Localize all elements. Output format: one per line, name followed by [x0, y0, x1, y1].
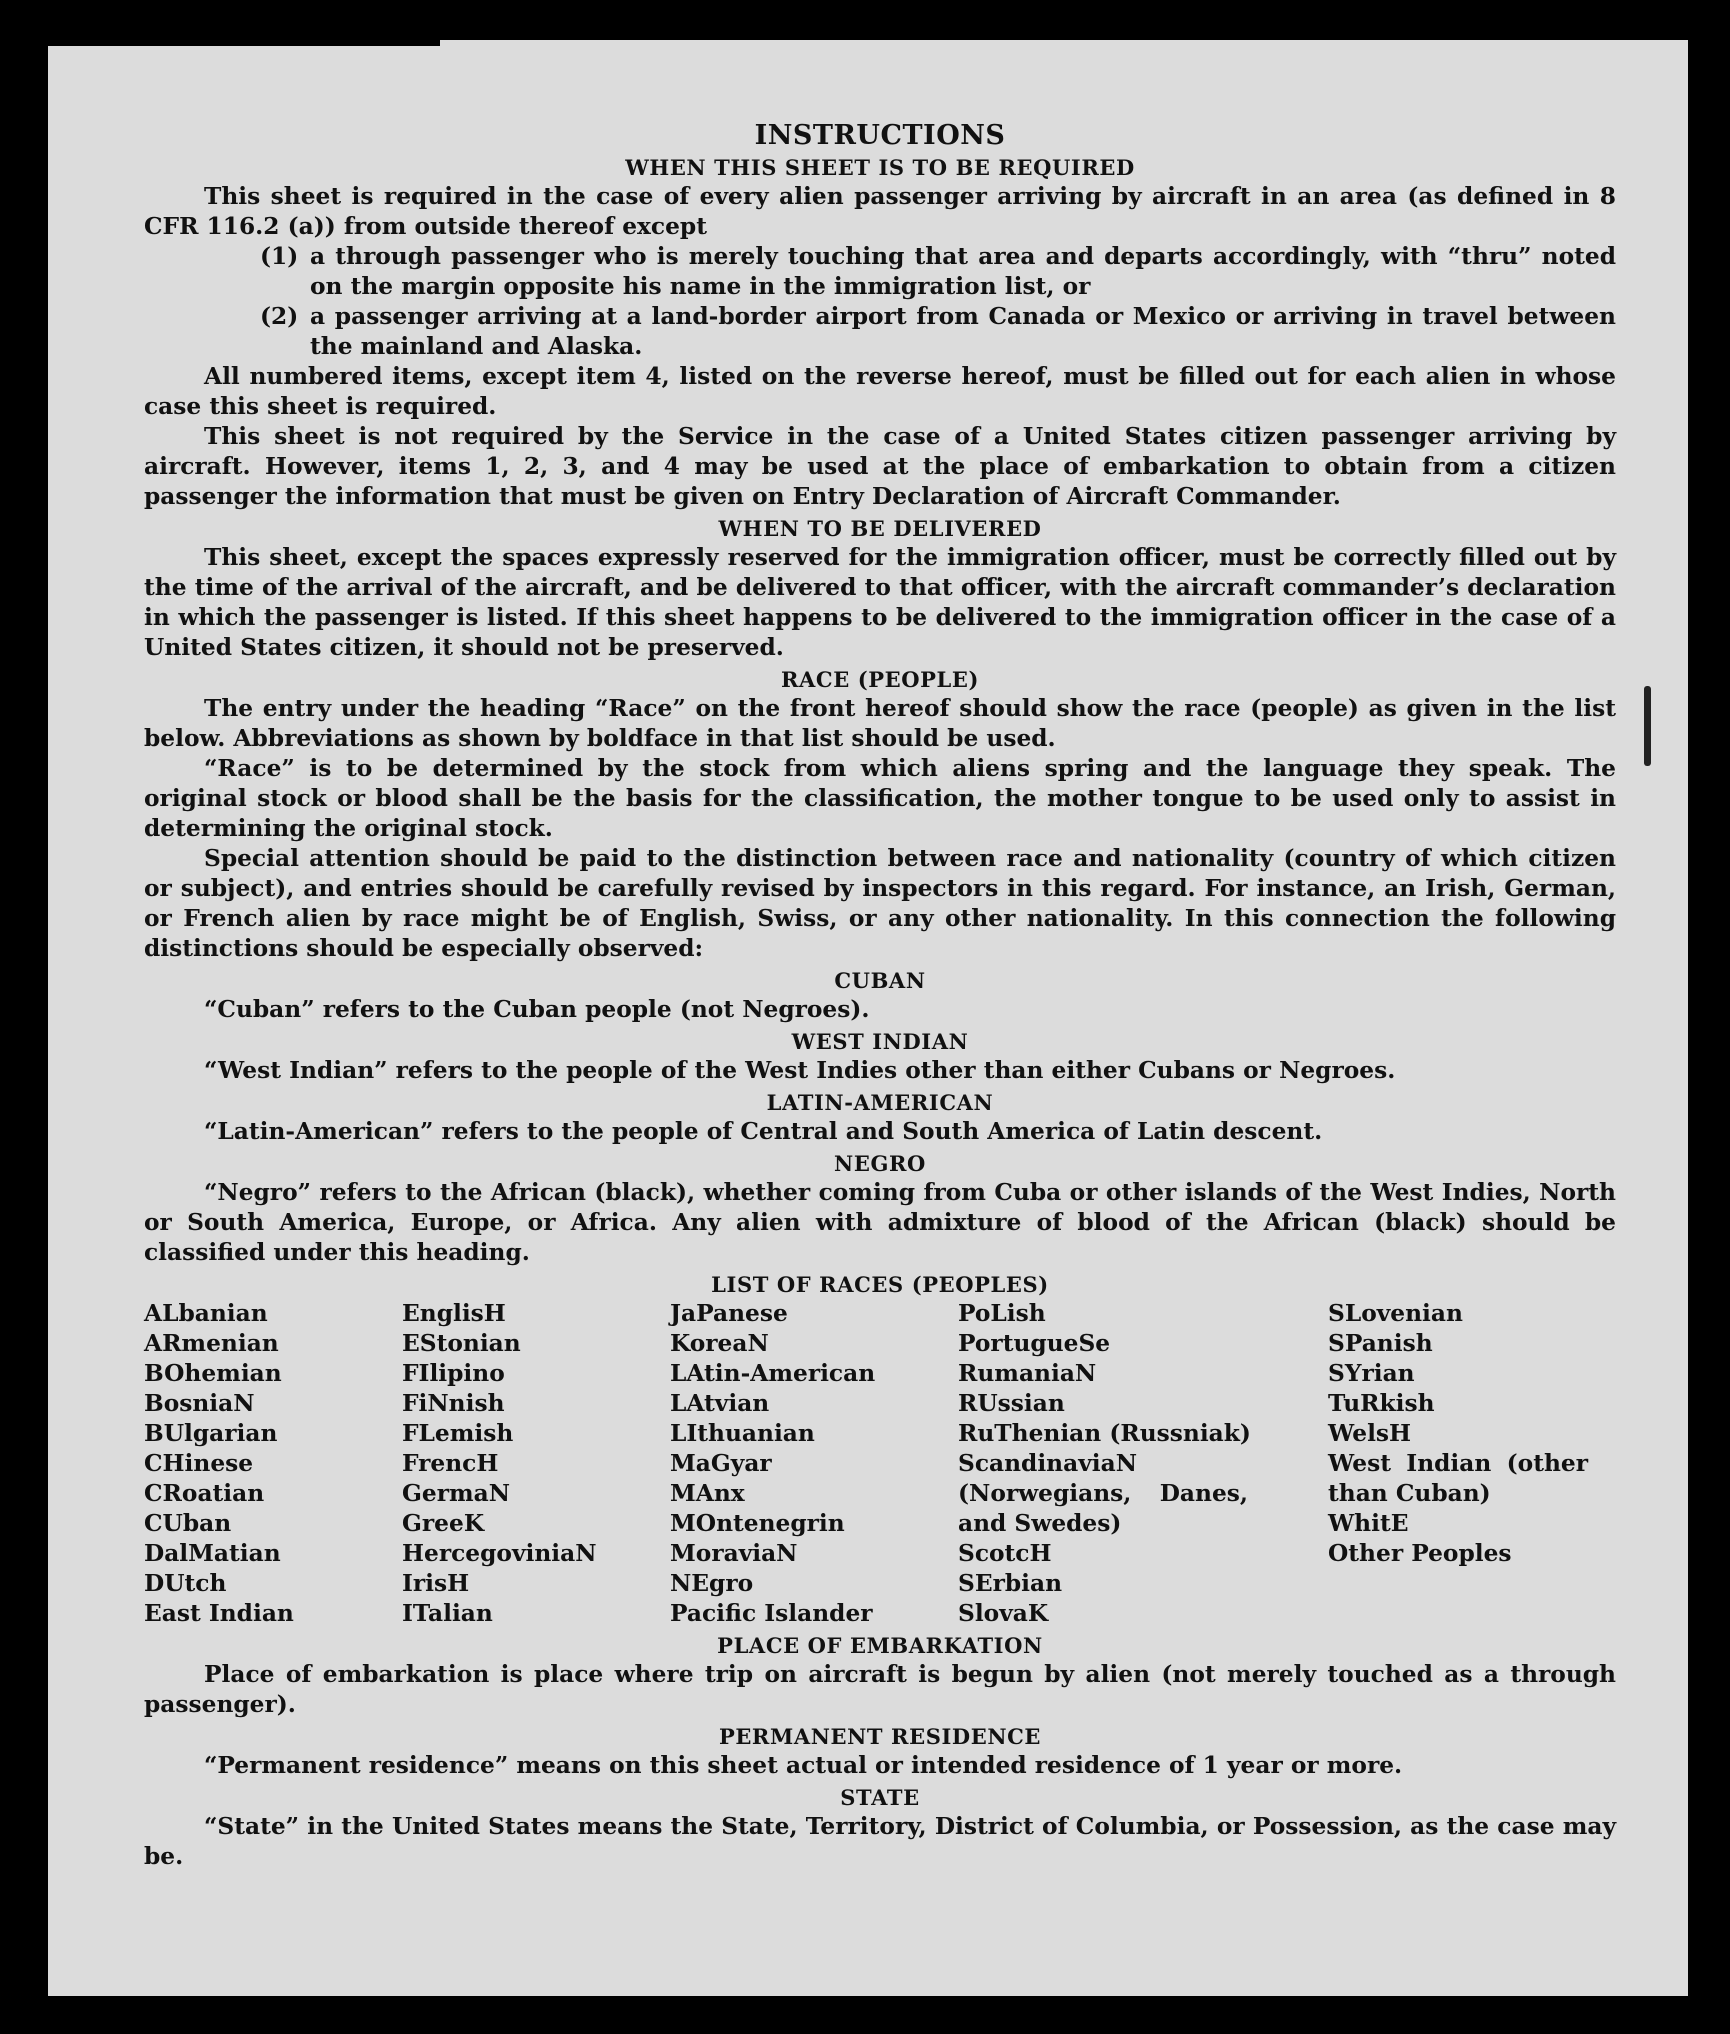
race-entry: JaPanese — [670, 1300, 788, 1327]
document-page — [48, 46, 1688, 1996]
page-title: INSTRUCTIONS — [754, 120, 1006, 151]
latin-american-paragraph: “Latin-American” refers to the people of Central and South America of Latin descent. — [204, 1118, 1323, 1145]
race-entry: MoraviaN — [670, 1540, 798, 1567]
heading-when-delivered: WHEN TO BE DELIVERED — [718, 516, 1042, 541]
race-entry: NEgro — [670, 1570, 754, 1597]
race-entry: WelsH — [1328, 1420, 1412, 1447]
race-entry: CUban — [144, 1510, 232, 1537]
race-entry: LIthuanian — [670, 1420, 815, 1447]
delivery-paragraph: This sheet, except the spaces expressly reserved for the immigration officer, must be correctly filled out by the time of the arrival of the aircraft, and be delivered to that officer, with the aircraft commander’s declaration in which the passenger is listed. If this sheet happens to be delivered to the immigration officer in the case of a United States citizen, it should not be preserved. — [144, 544, 1616, 661]
cuban-paragraph: “Cuban” refers to the Cuban people (not Negroes). — [204, 996, 870, 1023]
race-entry: SLovenian — [1328, 1300, 1463, 1327]
embarkation-paragraph: Place of embarkation is place where trip on aircraft is begun by alien (not merely touched as a through passenger). — [144, 1661, 1616, 1718]
race-entry: FiNnish — [402, 1390, 505, 1417]
race-entry: CRoatian — [144, 1480, 265, 1507]
race-entry: ITalian — [402, 1600, 493, 1627]
race-entry: EStonian — [402, 1330, 521, 1357]
race-entry: RumaniaN — [958, 1360, 1097, 1387]
race-entry: IrisH — [402, 1570, 470, 1597]
negro-paragraph: “Negro” refers to the African (black), whether coming from Cuba or other islands of the West Indies, North or South America, Europe, or Africa. Any alien with admixture of blood of the African (black) should be classified under this heading. — [144, 1179, 1616, 1266]
race-entry: BOhemian — [144, 1360, 282, 1387]
race-entry: BUlgarian — [144, 1420, 278, 1447]
race-entry: DalMatian — [144, 1540, 281, 1567]
race-entry: FLemish — [402, 1420, 514, 1447]
ink-mark — [1644, 686, 1651, 766]
race-entry: Other Peoples — [1328, 1540, 1512, 1567]
race-entry: ARmenian — [144, 1330, 279, 1357]
item-text: a passenger arriving at a land-border airport from Canada or Mexico or arriving in travel between the mainland and Alaska. — [310, 303, 1616, 360]
heading-when-required: WHEN THIS SHEET IS TO BE REQUIRED — [625, 155, 1135, 180]
races-column-5 — [1328, 1299, 1616, 1629]
race-entry: MaGyar — [670, 1450, 772, 1477]
race-entry: KoreaN — [670, 1330, 769, 1357]
race-entry: HercegoviniaN — [402, 1540, 597, 1567]
races-column-4 — [958, 1299, 1328, 1629]
race-entry: GermaN — [402, 1480, 511, 1507]
race-entry: ALbanian — [144, 1300, 268, 1327]
exception-item-2 — [144, 302, 1616, 362]
residence-paragraph: “Permanent residence” means on this sheet actual or intended residence of 1 year or more. — [204, 1752, 1403, 1779]
race-entry: West Indian (other than Cuban) — [1328, 1450, 1588, 1507]
heading-latin-american: LATIN-AMERICAN — [766, 1090, 994, 1115]
race-entry: FrencH — [402, 1450, 499, 1477]
race-entry: SPanish — [1328, 1330, 1433, 1357]
west-indian-paragraph: “West Indian” refers to the people of the West Indies other than either Cubans or Negroes. — [204, 1057, 1396, 1084]
heading-state: STATE — [840, 1785, 920, 1810]
heading-permanent-residence: PERMANENT RESIDENCE — [718, 1724, 1042, 1749]
race-entry: LAtin-American — [670, 1360, 876, 1387]
race-entry: LAtvian — [670, 1390, 770, 1417]
state-paragraph: “State” in the United States means the State, Territory, District of Columbia, or Possession, as the case may be. — [144, 1813, 1616, 1870]
race-paragraph-2: “Race” is to be determined by the stock from which aliens spring and the language they speak. The original stock or blood shall be the basis for the classification, the mother tongue to be used only to assist in determining the original stock. — [144, 755, 1616, 842]
race-entry: RUssian — [958, 1390, 1065, 1417]
race-entry: MAnx — [670, 1480, 745, 1507]
race-entry: TuRkish — [1328, 1390, 1435, 1417]
exception-item-1 — [144, 242, 1616, 302]
race-entry: PoLish — [958, 1300, 1046, 1327]
race-entry: DUtch — [144, 1570, 227, 1597]
race-entry: SlovaK — [958, 1600, 1049, 1627]
race-entry: GreeK — [402, 1510, 485, 1537]
item-text: a through passenger who is merely touching that area and departs accordingly, with “thru” noted on the margin opposite his name in the immigration list, or — [310, 243, 1616, 300]
race-entry: BosniaN — [144, 1390, 255, 1417]
race-entry: Pacific Islander — [670, 1600, 873, 1627]
race-entry: CHinese — [144, 1450, 254, 1477]
heading-cuban: CUBAN — [834, 968, 926, 993]
races-column-2 — [402, 1299, 670, 1629]
races-column-1 — [144, 1299, 402, 1629]
citizen-paragraph: This sheet is not required by the Service in the case of a United States citizen passenger arriving by aircraft. However, items 1, 2, 3, and 4 may be used at the place of embarkation to obtain from a citizen passenger the information that must be given on Entry Declaration of Aircraft Commander. — [144, 423, 1616, 510]
race-paragraph-3: Special attention should be paid to the distinction between race and nationality (country of which citizen or subject), and entries should be carefully revised by inspectors in this regard. For instance, an Irish, German, or French alien by race might be of English, Swiss, or any other nationality. In this connection the following distinctions should be especially observed: — [144, 845, 1616, 962]
race-entry: RuThenian (Russniak) — [958, 1420, 1251, 1447]
heading-race: RACE (PEOPLE) — [780, 667, 980, 692]
race-entry: FIlipino — [402, 1360, 505, 1387]
item-number: (2) — [260, 303, 299, 330]
races-column-3 — [670, 1299, 958, 1629]
race-entry: SYrian — [1328, 1360, 1415, 1387]
intro-paragraph: This sheet is required in the case of every alien passenger arriving by aircraft in an area (as defined in 8 CFR 116.2 (a)) from outside thereof except — [144, 183, 1616, 240]
race-entry: WhitE — [1328, 1510, 1409, 1537]
race-paragraph-1: The entry under the heading “Race” on the front hereof should show the race (people) as given in the list below. Abbreviations as shown by boldface in that list should be used. — [144, 695, 1616, 752]
race-entry: EnglisH — [402, 1300, 506, 1327]
heading-west-indian: WEST INDIAN — [791, 1029, 969, 1054]
race-entry: SErbian — [958, 1570, 1063, 1597]
race-entry: ScandinaviaN (Norwegians, Danes, and Swedes) — [958, 1450, 1248, 1537]
item-number: (1) — [260, 243, 299, 270]
race-entry: PortugueSe — [958, 1330, 1111, 1357]
numbered-items-paragraph: All numbered items, except item 4, listed on the reverse hereof, must be filled out for each alien in whose case this sheet is required. — [144, 363, 1616, 420]
race-entry: East Indian — [144, 1600, 294, 1627]
race-entry: ScotcH — [958, 1540, 1052, 1567]
heading-list-of-races: LIST OF RACES (PEOPLES) — [711, 1272, 1049, 1297]
heading-negro: NEGRO — [834, 1151, 926, 1176]
races-table — [144, 1299, 1616, 1629]
heading-place-of-embarkation: PLACE OF EMBARKATION — [717, 1633, 1043, 1658]
race-entry: MOntenegrin — [670, 1510, 845, 1537]
